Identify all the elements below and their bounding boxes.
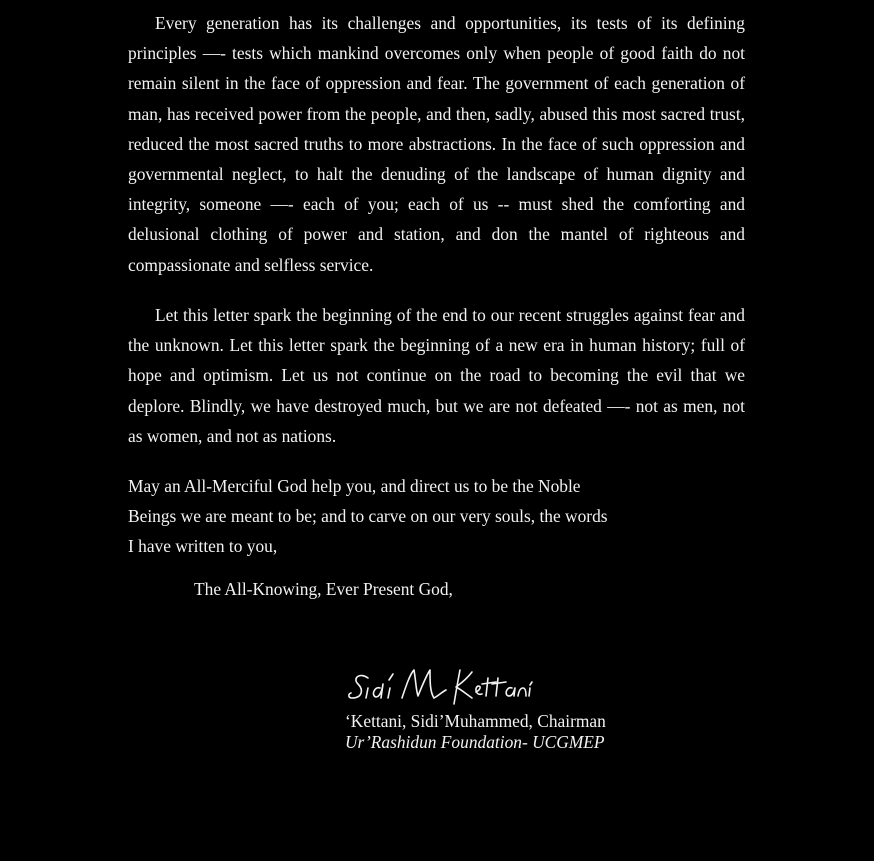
closing-line-3: I have written to you,: [128, 536, 278, 556]
attribution-line: The All-Knowing, Ever Present God,: [194, 579, 453, 599]
handwritten-signature: [346, 660, 536, 710]
signer-name: ‘Kettani, Sidi’Muhammed, Chairman: [345, 711, 606, 731]
letter-paragraph-2: Let this letter spark the beginning of the end to our recent struggles against fear and the unknown. Let this letter spark the beginning of a new era in human history; full of hope and optimism. Let us not continue on the road to becoming the evil that we deplore. Blindly, we have destroyed much, but we are not defeated —- not as men, not as women, and not as nations.: [128, 305, 745, 446]
closing-line-2: Beings we are meant to be; and to carve on our very souls, the words: [128, 506, 608, 526]
letter-paragraph-1: Every generation has its challenges and opportunities, its tests of its defining principles —- tests which mankind overcomes only when people of good faith do not remain silent in the face of oppression and fear. The government of each generation of man, has received power from the people, and then, sadly, abused this most sacred trust, reduced the most sacred truths to more abstractions. In the face of such oppression and governmental neglect, to halt the denuding of the landscape of human dignity and integrity, someone —- each of you; each of us -- must shed the comforting and delusional clothing of power and station, and don the mantel of righteous and compassionate and selfless service.: [128, 13, 745, 275]
closing-line-1: May an All-Merciful God help you, and direct us to be the Noble: [128, 476, 581, 496]
signer-organization: Ur’Rashidun Foundation- UCGMEP: [345, 732, 605, 752]
